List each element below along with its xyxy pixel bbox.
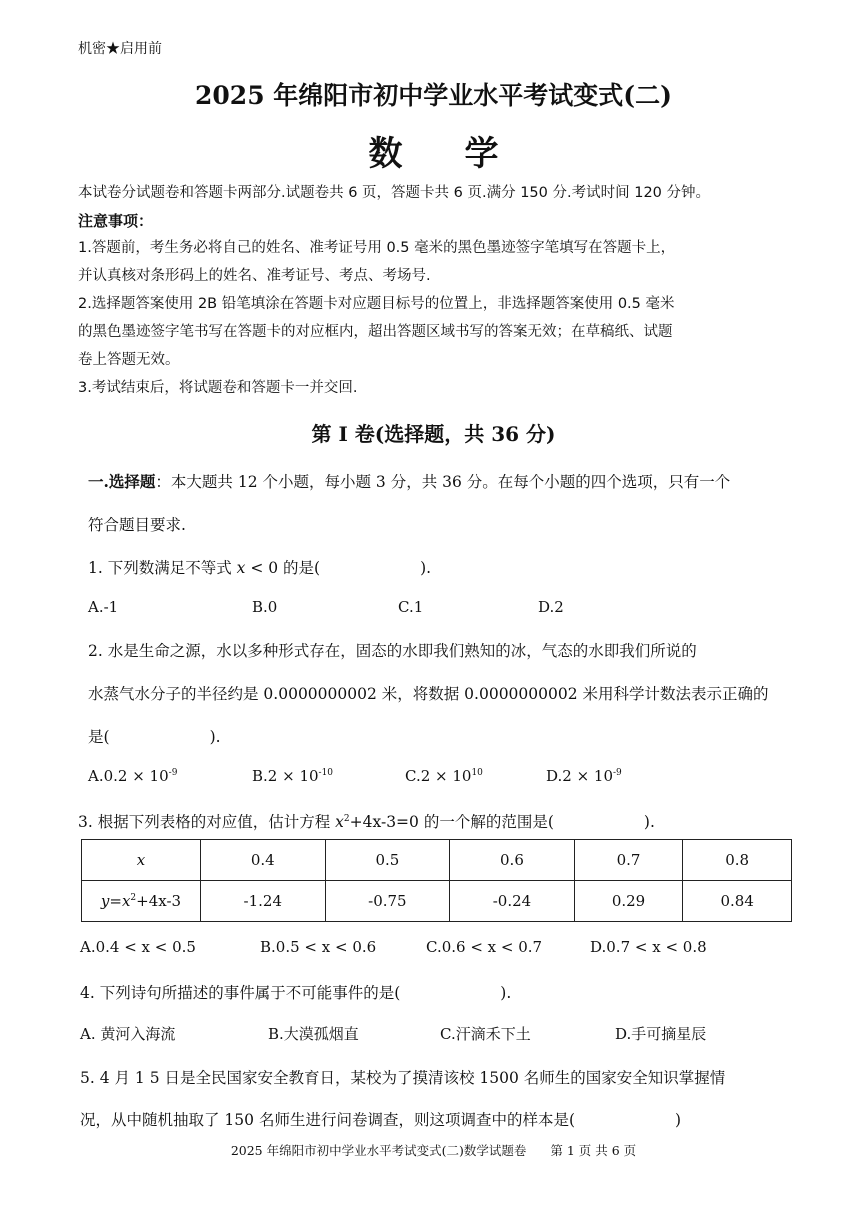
footer-page-number: 第 1 页 共 6 页 [550,1143,637,1158]
part-instructions [88,470,730,492]
part-label: 一.选择题 [88,472,156,491]
q2-paren-open: 是( [88,728,110,746]
q3-close: ). [643,813,655,831]
question-2-line2: 水蒸气水分子的半径约是 0.0000000002 米，将数据 0.0000000002 米用科学计数法表示正确的 [88,685,769,703]
section-title: 第 I 卷(选择题，共 36 分) [311,422,556,446]
q2-option-b [252,767,333,785]
q5-stem: 况，从中随机抽取了 150 名师生进行问卷调查，则这项调查中的样本是( [80,1111,575,1129]
note-line: 的黑色墨迹签字笔书写在答题卡的对应框内，超出答题区域书写的答案无效；在草稿纸、试题 [78,324,673,340]
table-cell: 0.8 [683,840,792,881]
q1-option-c: C.1 [398,598,424,616]
value-table [81,839,792,922]
y-header-b: +4x-3 [136,892,182,910]
part-instructions-line2: 符合题目要求. [88,516,186,534]
q1-stem-a: 1. 下列数满足不等式 [88,559,237,577]
q1-option-b: B.0 [252,598,278,616]
y-header-a: y=x [100,892,131,910]
question-5-line1: 5. 4 月 1 5 日是全民国家安全教育日，某校为了摸清该校 1500 名师生的国家安全知识掌握情 [80,1069,726,1087]
question-3-stem [78,810,655,832]
q5-close: ) [675,1111,682,1129]
table-cell: -0.75 [325,881,450,922]
q2-option-b-exp: -10 [318,768,334,778]
table-row [82,881,792,922]
q3-option-c: C.0.6 < x < 0.7 [426,938,543,956]
q2-option-c-exp: 10 [471,768,483,778]
table-cell [82,881,201,922]
question-5-line2 [80,1108,681,1130]
table-cell: 0.29 [574,881,683,922]
q3-eq-var: x [335,813,344,831]
q4-option-c: C.汗滴禾下土 [440,1025,531,1043]
q3-option-b: B.0.5 < x < 0.6 [260,938,377,956]
table-cell [82,840,201,881]
q1-option-d: D.2 [538,598,564,616]
note-line: 2.选择题答案使用 2B 铅笔填涂在答题卡对应题目标号的位置上，非选择题答案使用 0.5 毫米 [78,296,675,312]
q2-option-d-exp: -9 [613,768,622,778]
question-4-stem [80,981,511,1003]
q2-option-a-exp: -9 [168,768,178,778]
question-2-line3 [88,725,221,747]
confidential-label: 机密★启用前 [78,41,162,57]
exam-title: 2025 年绵阳市初中学业水平考试变式(二) [195,81,672,110]
notes-heading: 注意事项： [78,212,154,230]
q2-option-b-base: B.2 × 10 [252,767,319,785]
q4-option-a: A. 黄河入海流 [80,1025,176,1043]
q1-option-a: A.-1 [88,598,119,616]
q1-var: x [236,559,246,577]
q2-option-c [405,767,483,785]
q2-paren-close: ). [209,728,221,746]
table-cell: 0.6 [450,840,575,881]
table-cell: 0.4 [201,840,326,881]
q3-stem-a: 3. 根据下列表格的对应值，估计方程 [78,813,336,831]
q4-stem: 4. 下列诗句所描述的事件属于不可能事件的是( [80,984,401,1002]
table-cell: 0.5 [325,840,450,881]
q2-option-d [546,767,622,785]
footer-exam-name: 2025 年绵阳市初中学业水平考试变式(二)数学试题卷 [230,1143,527,1158]
q4-option-b: B.大漠孤烟直 [268,1025,359,1043]
note-line: 卷上答题无效。 [78,352,180,368]
q3-eq-rest: +4x-3=0 的一个解的范围是( [349,813,554,831]
subject-title: 数学 [368,134,561,174]
table-cell: -1.24 [201,881,326,922]
table-cell: 0.84 [683,881,792,922]
q4-option-d: D.手可摘星辰 [615,1025,707,1043]
q1-stem-b: < 0 的是( [245,559,321,577]
q3-eq-exp: 2 [343,814,350,824]
q2-option-a-base: A.0.2 × 10 [88,767,169,785]
q3-option-a: A.0.4 < x < 0.5 [80,938,196,956]
note-line: 并认真核对条形码上的姓名、准考证号、考点、考场号. [78,268,431,284]
note-line: 3.考试结束后，将试题卷和答题卡一并交回. [78,380,358,396]
q2-option-c-base: C.2 × 10 [405,767,472,785]
q4-close: ). [500,984,512,1002]
q2-option-a [88,767,177,785]
q3-option-d: D.0.7 < x < 0.8 [590,938,707,956]
page-footer [0,1141,867,1159]
q1-close: ). [420,559,432,577]
table-row [82,840,792,881]
exam-intro: 本试卷分试题卷和答题卡两部分.试题卷共 6 页，答题卡共 6 页.满分 150 分.考试时间 120 分钟。 [78,185,710,201]
y-header-exp: 2 [130,893,137,903]
table-cell: -0.24 [450,881,575,922]
table-cell: 0.7 [574,840,683,881]
q2-option-d-base: D.2 × 10 [546,767,613,785]
question-1-stem [88,556,431,578]
part-instructions-text: ：本大题共 12 个小题，每小题 3 分，共 36 分。在每个小题的四个选项，只有一个 [155,473,731,491]
question-2-line1: 2. 水是生命之源，水以多种形式存在，固态的水即我们熟知的冰，气态的水即我们所说的 [88,642,697,660]
x-header: x [136,851,146,869]
note-line: 1.答题前，考生务必将自己的姓名、准考证号用 0.5 毫米的黑色墨迹签字笔填写在答题卡上， [78,240,676,256]
